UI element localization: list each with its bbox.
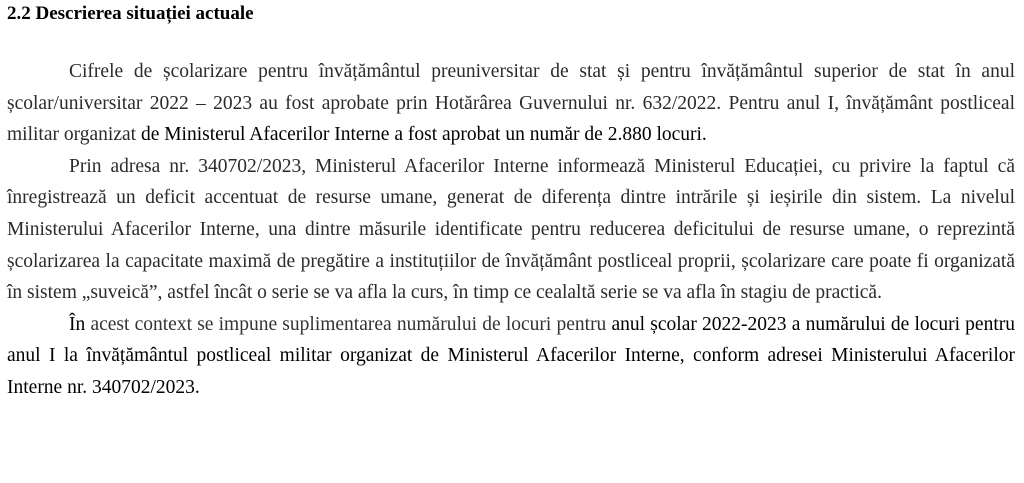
paragraph-3 <box>7 309 1015 404</box>
paragraph-3-text-c: anul școlar 2022-2023 a numărului de locuri pentru <box>611 313 1015 335</box>
paragraph-2 <box>7 151 1015 309</box>
paragraph-3-text-a: În <box>69 313 86 335</box>
document-page <box>7 0 1015 404</box>
paragraph-1-text-a: Cifrele de școlarizare pentru învățământul preuniversitar de stat și pentru învățământul superior de stat în anul școlar/universitar 2022 – 2023 au fost aprobate prin Hotărârea Guvernului nr. 632/2022. Pentru anul I, învățământ postliceal militar organizat <box>7 61 1015 146</box>
paragraph-3-text-b: acest context se impune suplimentarea numărului de locuri pentru <box>85 313 612 335</box>
paragraph-2-text: Prin adresa nr. 340702/2023, Ministerul Afacerilor Interne informează Ministerul Educației, cu privire la faptul că înregistrează un deficit accentuat de resurse umane, generat de diferența dintre intrările și ieșirile din sistem. La nivelul Ministerului Afacerilor Interne, una dintre măsurile identificate pentru reducerea deficitului de resurse umane, o reprezintă școlarizarea la capacitate maximă de pregătire a instituțiilor de învățământ postliceal proprii, școlarizare care poate fi organizată în sistem „suveică”, astfel încât o serie se va afla la curs, în timp ce cealaltă serie se va afla în stagiu de practică. <box>7 155 1015 304</box>
paragraph-3-text-d: anul I la învățământul postliceal militar organizat de Ministerul Afacerilor Interne, conform adresei Ministerului Afacerilor Interne nr. 340702/2023. <box>7 345 1015 398</box>
paragraph-1 <box>7 56 1015 151</box>
section-heading: 2.2 Descrierea situației actuale <box>7 3 254 24</box>
paragraph-1-text-b: de Ministerul Afacerilor Interne a fost aprobat un număr de 2.880 locuri. <box>140 124 707 146</box>
